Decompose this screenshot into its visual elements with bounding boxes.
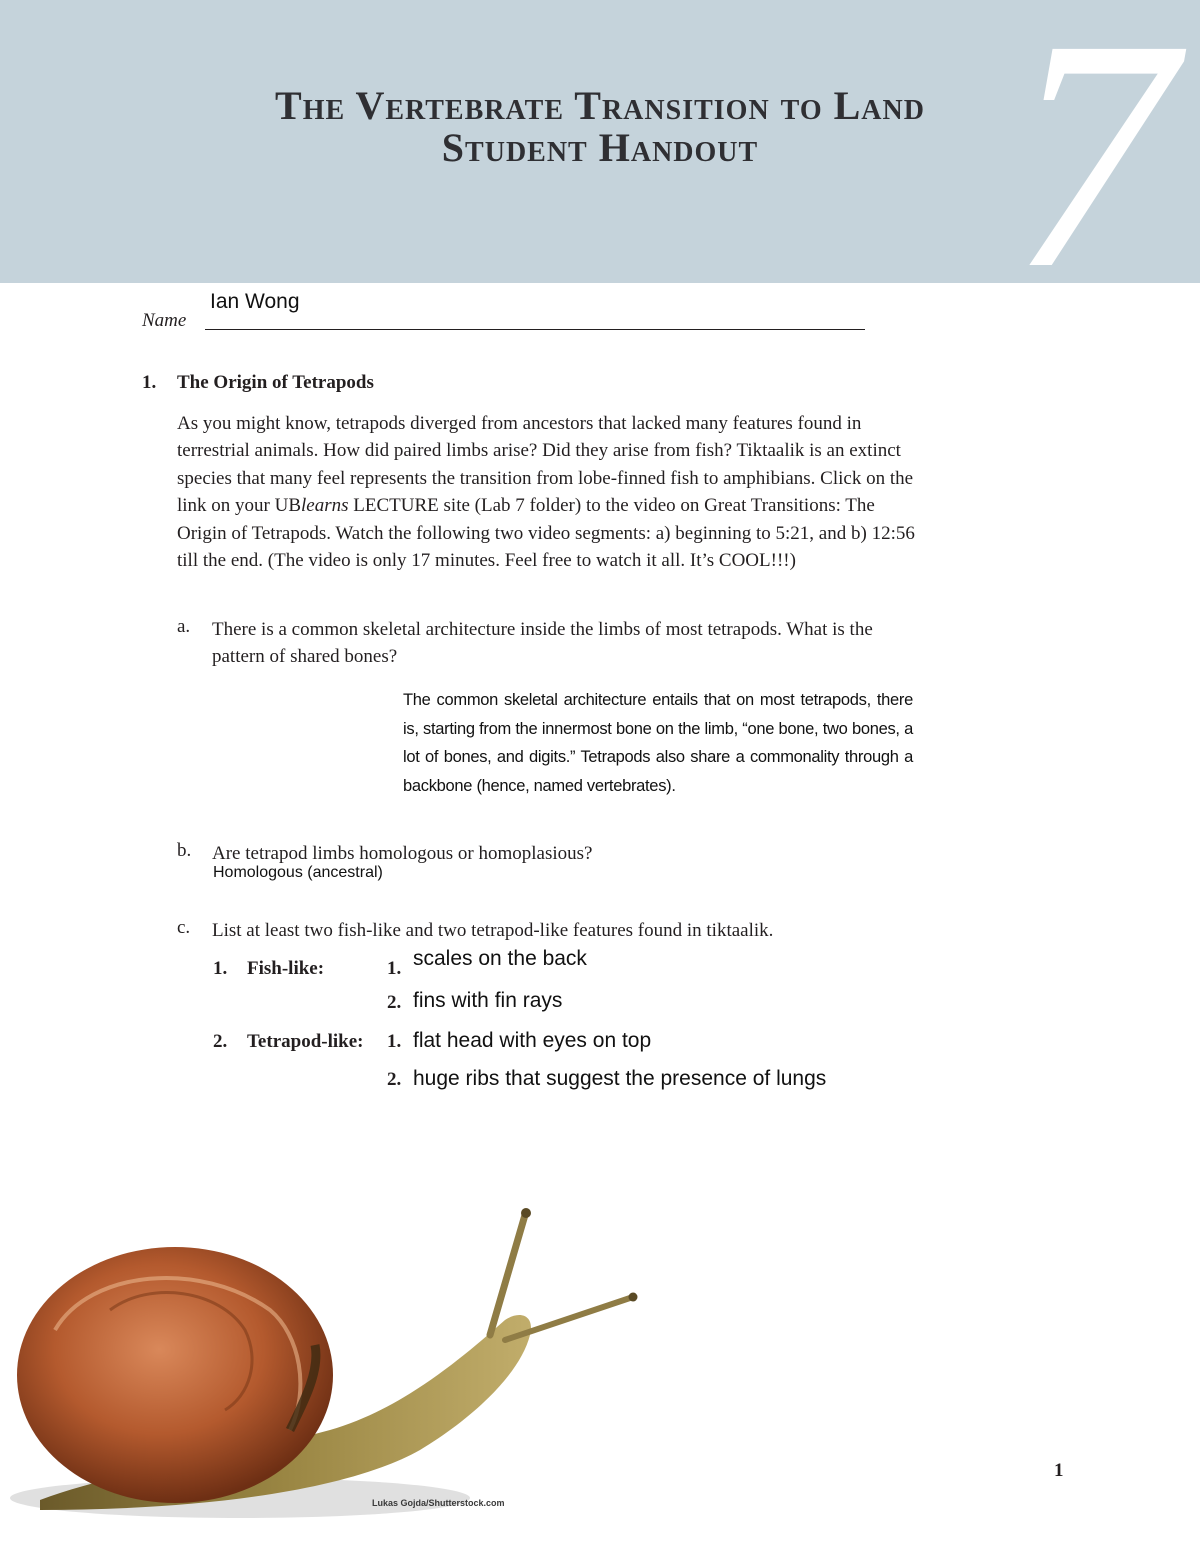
page-title-line2: Student Handout	[441, 125, 759, 170]
name-label: Name	[142, 310, 187, 331]
question-b-letter: b.	[177, 840, 192, 861]
tetrapod-like-item-1[interactable]: flat head with eyes on top	[413, 1029, 652, 1052]
section-intro	[177, 410, 917, 574]
tetrapod-like-item-2-number: 2.	[387, 1069, 402, 1090]
intro-text-1: As you might know, tetrapods diverged from ancestors that lacked many features found in terrestrial animals. How did paired limbs arise? Did they arise from fish? Tiktaalik is an extinct species that many feel represents the transition from lobe-finned fish to amphibians. Click on the link on your UB	[177, 413, 914, 517]
intro-text-italic: learns	[301, 495, 349, 517]
question-b-answer[interactable]: Homologous (ancestral)	[213, 864, 383, 881]
fish-like-item-1-number: 1.	[387, 958, 402, 979]
tetrapod-like-number: 2.	[213, 1031, 228, 1052]
tetrapod-like-label: Tetrapod-like:	[247, 1031, 364, 1052]
section-number: 1.	[142, 372, 157, 393]
photo-credit: Lukas Gojda/Shutterstock.com	[372, 1498, 505, 1508]
fish-like-item-1[interactable]: scales on the back	[413, 947, 587, 970]
tetrapod-like-item-1-number: 1.	[387, 1031, 402, 1052]
page-number: 1	[1054, 1460, 1064, 1481]
intro-text-2: LECTURE site (Lab 7 folder) to the video on Great Transitions: The Origin of Tetrapods. Watch the following two video segments: a) beginning to 5:21, and b) 12:56 till the end. (The video is only 17 minutes. Feel free to watch it all. It’s COOL!!!)	[177, 495, 915, 572]
tetrapod-like-item-2[interactable]: huge ribs that suggest the presence of lungs	[413, 1067, 827, 1090]
fish-like-item-2-number: 2.	[387, 992, 402, 1013]
fish-like-item-2[interactable]: fins with fin rays	[413, 989, 563, 1012]
section-title: The Origin of Tetrapods	[177, 372, 374, 393]
name-field[interactable]: Ian Wong	[210, 290, 300, 313]
page-title-line1: The Vertebrate Transition to Land	[275, 83, 925, 128]
question-c-text: List at least two fish-like and two tetrapod-like features found in tiktaalik.	[212, 920, 774, 941]
question-a-answer[interactable]: The common skeletal architecture entails that on most tetrapods, there is, starting from the innermost bone on the limb, “one bone, two bones, a lot of bones, and digits.” Tetrapods also share a commonality through a backbone (hence, named vertebrates).	[403, 691, 913, 795]
question-b-text: Are tetrapod limbs homologous or homoplasious?	[212, 843, 593, 864]
name-underline	[205, 329, 865, 330]
fish-like-label: Fish-like:	[247, 958, 325, 979]
question-a-text: There is a common skeletal architecture inside the limbs of most tetrapods. What is the pattern of shared bones?	[212, 619, 873, 668]
chapter-number: 7	[1010, 0, 1175, 283]
question-c-letter: c.	[177, 917, 191, 938]
question-a-letter: a.	[177, 616, 191, 637]
snail-photo	[0, 1200, 660, 1553]
fish-like-number: 1.	[213, 958, 228, 979]
